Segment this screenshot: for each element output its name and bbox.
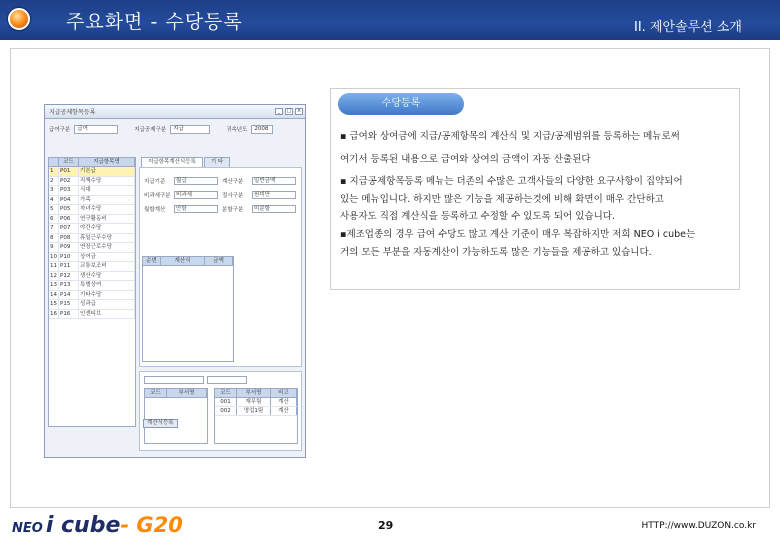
field-row: [222, 190, 296, 199]
table-cell: 15: [50, 301, 57, 307]
year-input[interactable]: 2008: [251, 125, 273, 134]
column-header: [49, 158, 59, 166]
column-header: 계산식: [161, 257, 205, 265]
table-cell: 가족: [79, 196, 135, 205]
filter-row: [49, 123, 301, 135]
description-line: 있는 메뉴입니다. 하지만 많은 기능을 제공하는것에 비해 화면이 매우 간단하고: [340, 194, 664, 205]
description-line: 사용자도 직접 계산식을 등록하고 수정할 수 있도록 되어 있습니다.: [340, 211, 615, 222]
column-header: 코드: [145, 389, 167, 397]
table-row[interactable]: [49, 167, 135, 177]
description-line: ▪ 지급공제항목등록 메뉴는 더존의 수많은 고객사들의 다양한 요구사항이 집약되어: [340, 176, 683, 187]
table-cell: 001: [215, 398, 237, 406]
column-header: 지급항목명: [79, 158, 135, 166]
range-input[interactable]: [207, 376, 247, 384]
table-row[interactable]: [49, 310, 135, 320]
table-cell: 연장근로수당: [79, 243, 135, 252]
column-header: 금액: [205, 257, 233, 265]
range-panel: [139, 371, 302, 451]
table-cell: 7: [49, 224, 59, 233]
table-cell: 인센티브: [79, 310, 135, 319]
table-row[interactable]: [49, 253, 135, 263]
window-titlebar: [45, 105, 305, 119]
description-box: [330, 88, 740, 290]
table-cell: P08: [59, 234, 79, 243]
table-cell: P06: [59, 215, 79, 224]
field-row: [222, 176, 296, 185]
table-row[interactable]: [49, 281, 135, 291]
table-cell: 직책수당: [79, 177, 135, 186]
table-cell: 3: [49, 186, 59, 195]
table-cell: P12: [59, 272, 79, 281]
table-cell: P15: [59, 300, 79, 309]
table-row[interactable]: [49, 196, 135, 206]
column-header: 부서명: [237, 389, 271, 397]
table-row[interactable]: [215, 407, 297, 416]
table-cell: P07: [59, 224, 79, 233]
page-number: 29: [378, 519, 394, 532]
field-select[interactable]: 미분할: [252, 205, 296, 213]
formula-grid[interactable]: [142, 256, 234, 362]
grid-header: [143, 257, 233, 266]
table-row[interactable]: [49, 243, 135, 253]
table-cell: 야간수당: [79, 224, 135, 233]
logo-neo: NEO: [12, 521, 43, 536]
field-row: [144, 176, 218, 185]
grid-header: [215, 389, 297, 398]
table-cell: 8: [49, 234, 59, 243]
range-filter: [144, 376, 247, 384]
field-row: [144, 204, 218, 213]
window-title: 지급공제항목등록: [49, 109, 96, 116]
page-title: 주요화면 - 수당등록: [66, 11, 243, 33]
table-cell: P02: [59, 177, 79, 186]
table-cell: 자녀수당: [79, 205, 135, 214]
table-cell: P03: [59, 186, 79, 195]
column-header: 부서명: [167, 389, 207, 397]
table-cell: 12: [50, 272, 57, 279]
description-line: 여기서 등록된 내용으로 급여와 상여의 금액이 자동 산출된다: [340, 154, 591, 165]
table-cell: P09: [59, 243, 79, 252]
description-line: 거의 모든 부분을 자동계산이 가능하도록 많은 기능들을 제공하고 있습니다.: [340, 247, 652, 258]
logo-g20: - G20: [120, 513, 183, 537]
table-cell: 14: [50, 291, 57, 298]
table-row[interactable]: [49, 215, 135, 225]
dept-grid-right[interactable]: [214, 388, 298, 444]
company-url[interactable]: HTTP://www.DUZON.co.kr: [641, 521, 756, 531]
table-cell: P01: [59, 167, 79, 176]
table-row[interactable]: [215, 398, 297, 407]
filter-label: 지급공제구분: [134, 127, 167, 133]
tab-formula[interactable]: 지급항목계산식등록: [141, 157, 203, 167]
column-header: 코드: [59, 158, 79, 166]
field-label: 지급기준: [144, 178, 166, 185]
table-cell: P05: [59, 205, 79, 214]
formula-register-button[interactable]: 계산식등록: [143, 419, 178, 428]
column-header: 코드: [215, 389, 237, 397]
table-row[interactable]: [49, 272, 135, 282]
orange-dot-icon: [8, 8, 30, 30]
table-cell: 6: [49, 215, 59, 224]
grid-header: [145, 389, 207, 398]
table-cell: 재무팀: [237, 398, 271, 406]
table-cell: 특별상여: [79, 281, 135, 290]
close-icon[interactable]: ×: [296, 108, 302, 114]
table-row[interactable]: [49, 300, 135, 310]
field-row: [144, 190, 218, 199]
table-row[interactable]: [49, 234, 135, 244]
table-cell: 16: [50, 310, 57, 317]
field-label: 절사구분: [222, 192, 244, 199]
table-row[interactable]: [49, 291, 135, 301]
title-banner: [0, 0, 780, 40]
table-cell: 9: [49, 243, 59, 252]
table-cell: 계산: [271, 398, 297, 406]
table-cell: 생산수당: [79, 272, 135, 281]
app-window: [44, 104, 306, 458]
section-subtitle: II. 제안솔루션 소개: [634, 20, 742, 35]
item-list-grid[interactable]: [48, 157, 136, 427]
table-cell: 기본급: [79, 167, 135, 176]
formula-panel: [139, 167, 302, 367]
column-header: 비고: [271, 389, 297, 397]
field-row: [222, 204, 296, 213]
table-cell: 1: [49, 167, 59, 176]
item-type-select[interactable]: 지급: [170, 125, 210, 134]
table-cell: P13: [59, 281, 79, 290]
table-cell: 002: [215, 407, 237, 415]
table-cell: 식대: [79, 186, 135, 195]
logo-icube: i cube: [45, 513, 121, 538]
dept-grid-left[interactable]: [144, 388, 208, 444]
table-cell: 교통보조비: [79, 262, 135, 271]
table-cell: 영업1팀: [237, 407, 271, 415]
table-cell: 4: [49, 196, 59, 205]
tab-etc[interactable]: 기 타: [204, 157, 230, 167]
filter-label: 급여구분: [49, 127, 71, 133]
field-select[interactable]: 일반금액: [252, 177, 296, 185]
description-title: 수당등록: [338, 93, 464, 115]
table-row[interactable]: [49, 205, 135, 215]
table-cell: 2: [49, 177, 59, 186]
table-cell: 13: [50, 282, 57, 288]
table-row[interactable]: [49, 224, 135, 234]
table-cell: 11: [50, 263, 57, 269]
field-label: 분할구분: [222, 206, 244, 213]
field-label: 비과세구분: [144, 192, 171, 199]
table-cell: P10: [59, 253, 79, 262]
table-cell: P11: [59, 262, 79, 271]
table-cell: 연구활동비: [79, 215, 135, 224]
field-select[interactable]: 비과세: [174, 191, 218, 199]
table-cell: P16: [59, 310, 79, 319]
table-cell: 10: [50, 253, 57, 260]
grid-header: [49, 158, 135, 167]
description-line: ▪제조업종의 경우 급여 수당도 많고 계산 기준이 매우 복잡하지만 저희 NEO i cube는: [340, 229, 696, 240]
description-line: ▪ 급여와 상여금에 지급/공제항목의 계산식 및 지급/공제범위를 등록하는 메뉴로써: [340, 131, 680, 142]
field-select[interactable]: 월급: [174, 177, 218, 185]
tab-bar: [141, 157, 231, 167]
table-cell: 성과급: [79, 300, 135, 309]
field-select[interactable]: 원미만: [252, 191, 296, 199]
product-logo: [12, 513, 183, 538]
table-cell: P04: [59, 196, 79, 205]
field-label: 월할계산: [144, 206, 166, 213]
table-cell: 상여금: [79, 253, 135, 262]
table-row[interactable]: [49, 186, 135, 196]
table-cell: 5: [49, 205, 59, 214]
field-select[interactable]: 안함: [174, 205, 218, 213]
pay-type-select[interactable]: 급여: [74, 125, 118, 134]
table-cell: 계산: [271, 407, 297, 415]
maximize-icon[interactable]: □: [286, 108, 292, 114]
table-cell: 기타수당: [79, 291, 135, 300]
column-header: 순번: [143, 257, 161, 265]
minimize-icon[interactable]: _: [275, 108, 283, 115]
field-label: 계산구분: [222, 178, 244, 185]
table-cell: 휴일근무수당: [79, 234, 135, 243]
table-cell: P14: [59, 291, 79, 300]
table-row[interactable]: [49, 177, 135, 187]
table-row[interactable]: [49, 262, 135, 272]
range-input[interactable]: [144, 376, 204, 384]
filter-label: 귀속년도: [226, 127, 248, 133]
